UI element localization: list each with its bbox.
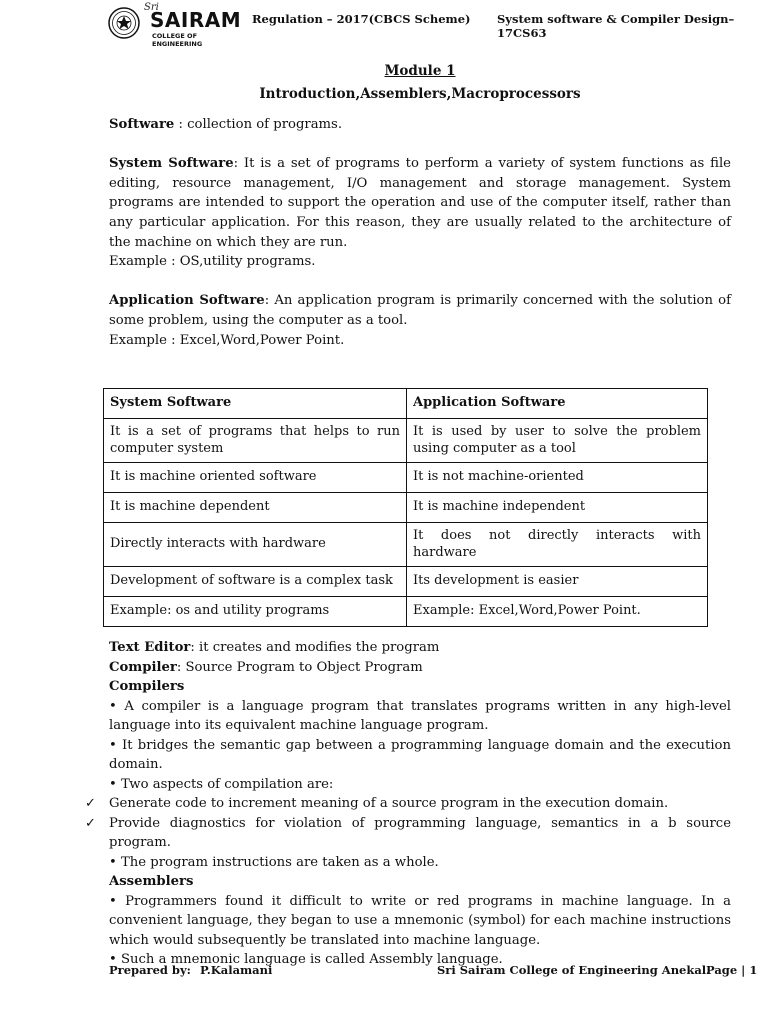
module-subtitle: Introduction,Assemblers,Macroprocessors: [259, 86, 581, 102]
software-text: : collection of programs.: [174, 117, 343, 132]
table-row: [104, 493, 708, 523]
compilers-heading: [109, 677, 731, 697]
table-row: [104, 463, 708, 493]
page-footer: [0, 960, 768, 980]
college-logo: [108, 2, 242, 48]
text-editor-label: Text Editor: [109, 640, 191, 655]
college-seal-icon: [108, 7, 140, 39]
check-item-text: Generate code to increment meaning of a source program in the execution domain.: [109, 796, 669, 811]
prepared-by-label: Prepared by:: [109, 963, 191, 977]
checkmark-icon: ✓: [85, 796, 96, 811]
table-row: [104, 567, 708, 597]
brand-prefix: Sri: [144, 2, 159, 13]
check-item: [85, 794, 731, 814]
text-editor-text: : it creates and modifies the program: [190, 640, 440, 655]
prepared-by-name: P.Kalamani: [200, 963, 273, 977]
compiler-definition: [109, 658, 731, 678]
compiler-bullet: • The program instructions are taken as a whole.: [109, 854, 439, 870]
table-cell: Example: os and utility programs: [104, 597, 407, 627]
table-header-cell: Application Software: [407, 389, 708, 419]
table-header-row: [104, 389, 708, 419]
system-software-definition: [109, 154, 731, 252]
software-label: Software: [109, 117, 175, 132]
compiler-text: : Source Program to Object Program: [176, 659, 423, 675]
subject-text: System software & Compiler Design– 17CS63: [497, 12, 735, 40]
system-software-text: : It is a set of programs to perform a variety of system functions as file editing, resource management, I/O management and storage management. System programs are intended to support the operation and use of the computer itself, rather than any particular application. For this reason, they are usually related to the architecture of the machine on which they are run.: [109, 156, 731, 250]
table-cell: Development of software is a complex task: [104, 567, 407, 597]
page-header: [0, 0, 768, 48]
module-title: Module 1: [384, 63, 456, 79]
comparison-table: [103, 388, 708, 627]
table-cell: It is not machine-oriented: [407, 463, 708, 493]
check-item: [85, 814, 731, 853]
college-name: Sri Sairam College of Engineering Anekal.: [437, 963, 711, 977]
checkmark-icon: ✓: [85, 815, 96, 831]
compiler-label: Compiler: [109, 659, 177, 675]
regulation-text: Regulation – 2017(CBCS Scheme): [252, 12, 471, 26]
table-cell: It is machine dependent: [104, 493, 407, 523]
assemblers-heading-text: Assemblers: [109, 874, 194, 889]
table-cell: Its development is easier: [407, 567, 708, 597]
table-row: [104, 597, 708, 627]
table-cell: It is machine independent: [407, 493, 708, 523]
brand-name: SAIRAM: [150, 8, 242, 32]
check-item-text: Provide diagnostics for violation of programming language, semantics in a b source program.: [109, 815, 731, 850]
assemblers-heading: [109, 872, 731, 892]
application-software-example: Example : Excel,Word,Power Point.: [109, 332, 345, 348]
table-cell: Directly interacts with hardware: [104, 523, 407, 567]
table-cell: Example: Excel,Word,Power Point.: [407, 597, 708, 627]
table-cell: It is a set of programs that helps to run computer system: [104, 419, 407, 463]
page-number: Page | 1: [706, 963, 758, 977]
text-editor-definition: [109, 638, 731, 658]
table-row: [104, 523, 708, 567]
document-body: [109, 62, 731, 350]
table-cell: It is machine oriented software: [104, 463, 407, 493]
application-software-label: Application Software: [109, 293, 265, 309]
compilers-heading-text: Compilers: [109, 679, 185, 694]
compiler-bullet: • Two aspects of compilation are:: [109, 776, 334, 792]
compiler-bullet: • It bridges the semantic gap between a programming language domain and the execution domain.: [109, 737, 731, 772]
table-header-cell: System Software: [104, 389, 407, 419]
table-row: [104, 419, 708, 463]
application-software-text: : An application program is primarily concerned with the solution of some problem, using the computer as a tool.: [109, 293, 731, 328]
system-software-label: System Software: [109, 156, 234, 172]
document-body-lower: [85, 638, 731, 970]
table-cell: It is used by user to solve the problem using computer as a tool: [407, 419, 708, 463]
software-definition: [109, 115, 731, 135]
table-cell: It does not directly interacts with hardware: [407, 523, 708, 567]
assembler-bullet: • Programmers found it difficult to write or red programs in machine language. In a convenient language, they began to use a mnemonic (symbol) for each machine instructions which would subsequently be translated into machine language.: [109, 893, 731, 948]
application-software-definition: [109, 291, 731, 330]
compiler-bullet: • A compiler is a language program that translates programs written in any high-level language into its equivalent machine language program.: [109, 698, 731, 733]
system-software-example: Example : OS,utility programs.: [109, 254, 316, 270]
assembler-bullet: • Such a mnemonic language is called Assembly language.: [109, 952, 503, 967]
brand-subtitle: COLLEGE OF ENGINEERING: [152, 32, 203, 48]
